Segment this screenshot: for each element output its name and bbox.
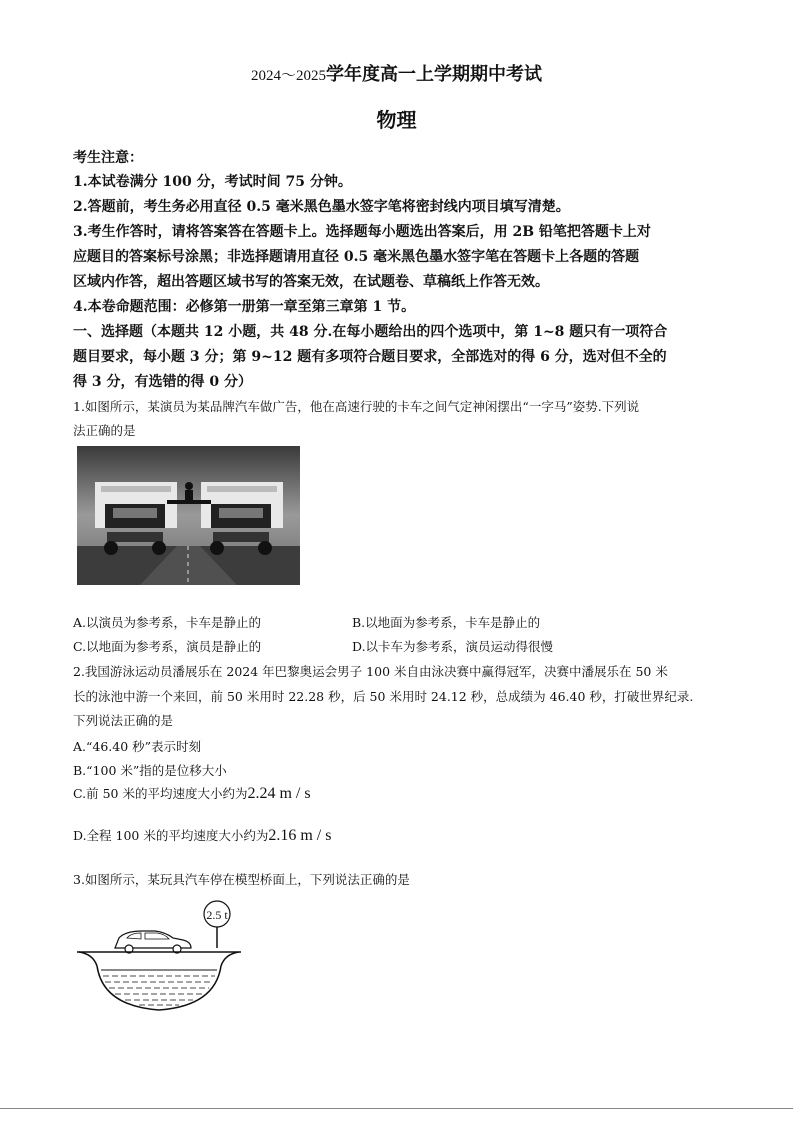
exam-title [0, 60, 793, 86]
exam-title-year: 2024～2025 [250, 68, 326, 84]
q2-stem-line: 长的泳池中游一个来回，前 50 米用时 22.28 秒，后 50 米用时 24.12 秒，总成绩为 46.40 秒，打破世界纪录. [73, 689, 694, 704]
q2-option-c [73, 784, 311, 803]
section-header-line: 题目要求，每小题 3 分；第 9~12 题有多项符合题目要求，全部选对的得 6 分，选对但不全的 [73, 349, 667, 365]
q1-stem-line: 1.如图所示，某演员为某品牌汽车做广告，他在高速行驶的卡车之间气定神闲摆出“一字马”姿势.下列说 [73, 399, 640, 414]
q3-stem: 3.如图所示，某玩具汽车停在模型桥面上，下列说法正确的是 [73, 872, 410, 887]
section-header-line: 一、选择题（本题共 12 小题，共 48 分.在每小题给出的四个选项中，第 1~8 题只有一项符合 [73, 324, 668, 340]
q1-option-b: B.以地面为参考系，卡车是静止的 [352, 615, 541, 630]
notice-item: 1.本试卷满分 100 分，考试时间 75 分钟。 [73, 174, 352, 190]
q2-stem-line: 下列说法正确的是 [73, 713, 174, 728]
q1-option-a: A.以演员为参考系，卡车是静止的 [73, 615, 262, 630]
exam-title-text: 学年度高一上学期期中考试 [326, 64, 542, 85]
q1-stem-line: 法正确的是 [73, 423, 136, 438]
notice-item: 4.本卷命题范围：必修第一册第一章至第三章第 1 节。 [73, 299, 416, 315]
q1-option-c: C.以地面为参考系，演员是静止的 [73, 639, 262, 654]
q2-option-b: B.“100 米”指的是位移大小 [73, 763, 227, 778]
q2-option-a: A.“46.40 秒”表示时刻 [73, 739, 202, 754]
q2-stem-line: 2.我国游泳运动员潘展乐在 2024 年巴黎奥运会男子 100 米自由泳决赛中赢得冠军，决赛中潘展乐在 50 米 [73, 664, 668, 679]
page-bottom-rule [0, 1108, 793, 1109]
q2-option-c-value: 2.24 m / s [247, 785, 311, 802]
notice-item: 区域内作答，超出答题区域书写的答案无效，在试题卷、草稿纸上作答无效。 [73, 274, 549, 290]
notice-item: 2.答题前，考生务必用直径 0.5 毫米黑色墨水签字笔将密封线内项目填写清楚。 [73, 199, 570, 215]
q2-option-c-text: C.前 50 米的平均速度大小约为 [73, 786, 248, 801]
notice-item: 3.考生作答时，请将答案答在答题卡上。选择题每小题选出答案后，用 2B 铅笔把答题卡上对 [73, 224, 651, 240]
q2-option-d-text: D.全程 100 米的平均速度大小约为 [73, 828, 269, 843]
section-header-line: 得 3 分，有选错的得 0 分） [73, 374, 252, 390]
subject-title: 物理 [376, 108, 417, 132]
q2-option-d-value: 2.16 m / s [268, 827, 332, 844]
q2-option-d [73, 826, 331, 845]
trucks-photo [77, 446, 300, 585]
weight-limit-sign-label: 2.5 t [206, 908, 228, 922]
q1-option-d: D.以卡车为参考系，演员运动得很慢 [352, 639, 554, 654]
notice-item: 应题目的答案标号涂黑；非选择题请用直径 0.5 毫米黑色墨水签字笔在答题卡上各题的答题 [73, 249, 640, 265]
bridge-diagram [73, 900, 243, 1016]
notice-heading: 考生注意： [73, 150, 143, 166]
